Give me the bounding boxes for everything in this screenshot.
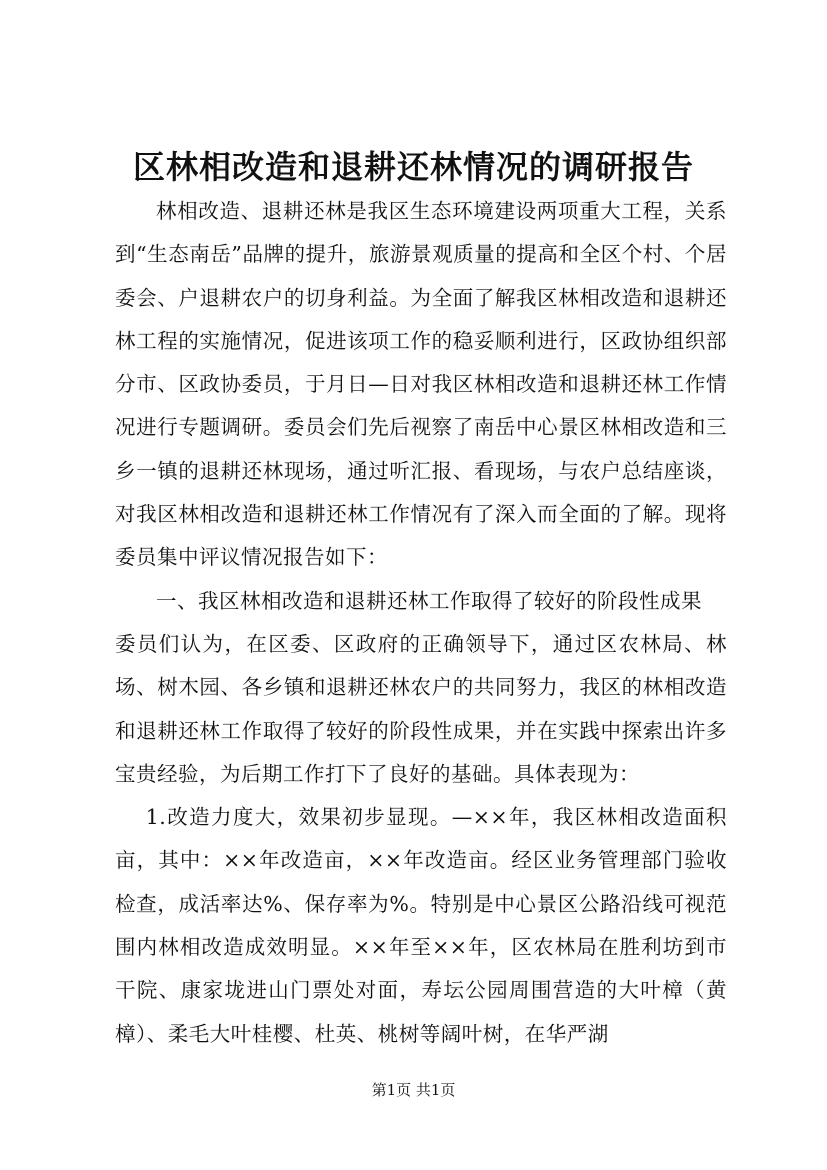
- page-footer: 第1页 共1页: [371, 1081, 456, 1099]
- paragraph-intro: 林相改造、退耕还林是我区生态环境建设两项重大工程，关系到“生态南岳”品牌的提升，旅游景观质量的提高和全区个村、个居委会、户退耕农户的切身利益。为全面了解我区林相改造和退耕还林工程的实施情况，促进该项工作的稳妥顺利进行，区政协组织部分市、区政协委员，于月日—日对我区林相改造和退耕还林工作情况进行专题调研。委员会们先后视察了南岳中心景区林相改造和三乡一镇的退耕还林现场，通过听汇报、看现场，与农户总结座谈，对我区林相改造和退耕还林工作情况有了深入而全面的了解。现将委员集中评议情况报告如下：: [115, 199, 727, 570]
- document-body: [115, 190, 727, 1056]
- document-title: 区林相改造和退耕还林情况的调研报告: [132, 148, 694, 186]
- section-heading-1: 一、我区林相改造和退耕还林工作取得了较好的阶段性成果: [156, 588, 702, 613]
- paragraph-item-1: 1.改造力度大，效果初步显现。—××年，我区林相改造面积亩，其中：××年改造亩，××年改造亩。经区业务管理部门验收检查，成活率达%、保存率为%。特别是中心景区公路沿线可视范围内林相改造成效明显。××年至××年，区农林局在胜利坊到市干院、康家垅进山门票处对面，寿坛公园周围营造的大叶樟（黄樟）、柔毛大叶桂樱、杜英、桃树等阔叶树，在华严湖: [115, 805, 727, 1046]
- paragraph-section-1: 委员们认为，在区委、区政府的正确领导下，通过区农林局、林场、树木园、各乡镇和退耕还林农户的共同努力，我区的林相改造和退耕还林工作取得了较好的阶段性成果，并在实践中探索出许多宝贵经验，为后期工作打下了良好的基础。具体表现为：: [115, 631, 727, 786]
